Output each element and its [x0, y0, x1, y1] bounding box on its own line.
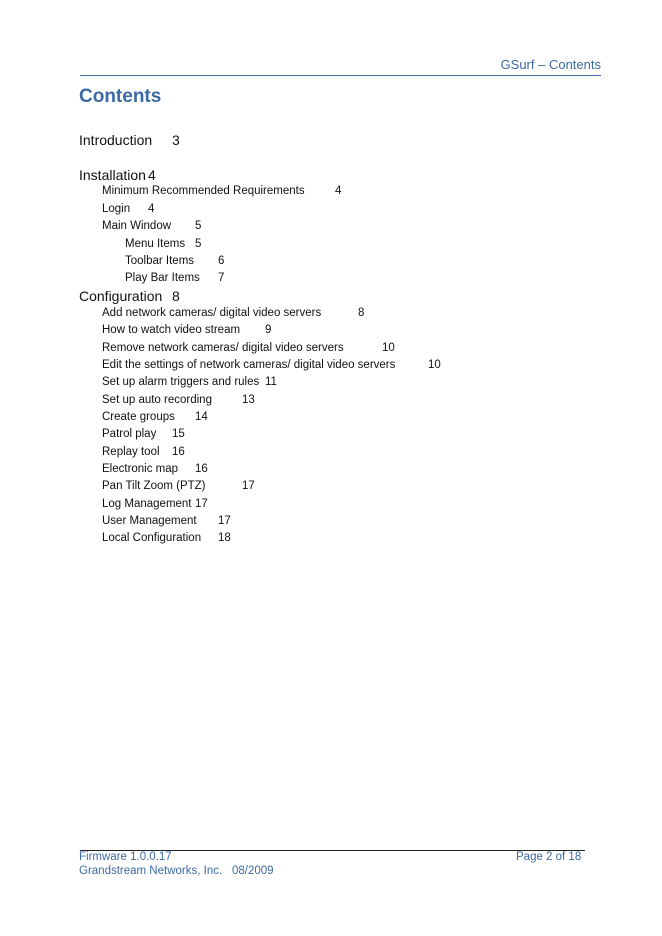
- toc-entry-page: 11: [265, 376, 277, 388]
- toc-entry-label: Main Window: [102, 220, 172, 232]
- toc-entry-page: 4: [148, 167, 156, 183]
- toc-entry-label: Login: [102, 203, 131, 215]
- toc-entry-label: Create groups: [102, 411, 175, 423]
- toc-entry-introduction[interactable]: [79, 132, 152, 148]
- toc-entry-page: 5: [195, 238, 202, 250]
- toc-entry-label: Log Management: [102, 498, 192, 510]
- toc-entry-page: 9: [265, 324, 272, 336]
- toc-entry-label: Toolbar Items: [125, 255, 195, 267]
- toc-entry-play-bar-items[interactable]: [125, 272, 200, 284]
- toc-entry-label: Set up auto recording: [102, 394, 212, 406]
- toc-entry-ptz[interactable]: [102, 480, 206, 492]
- toc-entry-label: User Management: [102, 515, 197, 527]
- toc-entry-patrol-play[interactable]: [102, 428, 156, 440]
- toc-entry-page: 17: [195, 498, 208, 510]
- toc-entry-page: 8: [358, 307, 365, 319]
- toc-entry-label: Play Bar Items: [125, 272, 200, 284]
- toc-entry-label: Electronic map: [102, 463, 179, 475]
- toc-entry-label: How to watch video stream: [102, 324, 241, 336]
- toc-entry-label: Remove network cameras/ digital video servers: [102, 342, 344, 354]
- toc-entry-page: 13: [242, 394, 255, 406]
- toc-entry-menu-items[interactable]: [125, 238, 185, 250]
- toc-entry-page: 15: [172, 428, 185, 440]
- toc-entry-label: Menu Items: [125, 238, 186, 250]
- toc-entry-page: 16: [195, 463, 208, 475]
- toc-entry-label: Introduction: [79, 132, 153, 148]
- toc-entry-label: Patrol play: [102, 428, 157, 440]
- toc-entry-create-groups[interactable]: [102, 411, 175, 423]
- footer-date: 08/2009: [232, 865, 274, 877]
- toc-entry-alarm-triggers[interactable]: [102, 376, 259, 388]
- toc-entry-user-management[interactable]: [102, 515, 197, 527]
- toc-entry-page: 5: [195, 220, 202, 232]
- toc-entry-page: 10: [428, 359, 441, 371]
- toc-entry-electronic-map[interactable]: [102, 463, 178, 475]
- toc-entry-login[interactable]: [102, 203, 130, 215]
- toc-entry-page: 4: [148, 203, 155, 215]
- toc-entry-label: Local Configuration: [102, 532, 202, 544]
- toc-entry-installation[interactable]: [79, 167, 146, 183]
- toc-entry-page: 3: [172, 132, 180, 148]
- toc-entry-label: Installation: [79, 167, 146, 183]
- toc-entry-page: 7: [218, 272, 225, 284]
- toc-entry-label: Add network cameras/ digital video servers: [102, 307, 322, 319]
- toc-entry-main-window[interactable]: [102, 220, 171, 232]
- toc-entry-replay-tool[interactable]: [102, 446, 160, 458]
- running-header: GSurf – Contents: [500, 57, 601, 72]
- footer-firmware: Firmware 1.0.0.17: [79, 851, 172, 863]
- page-title: Contents: [79, 86, 162, 107]
- toc-entry-watch-video[interactable]: [102, 324, 240, 336]
- toc-entry-label: Configuration: [79, 288, 163, 304]
- toc-entry-minimum-requirements[interactable]: [102, 185, 305, 197]
- toc-entry-page: 18: [218, 532, 231, 544]
- toc-entry-page: 8: [172, 288, 180, 304]
- toc-entry-add-cameras[interactable]: [102, 307, 321, 319]
- toc-entry-page: 14: [195, 411, 208, 423]
- toc-entry-edit-settings[interactable]: [102, 359, 395, 371]
- footer-page-number: Page 2 of 18: [516, 851, 582, 863]
- toc-entry-label: Edit the settings of network cameras/ digital video servers: [102, 359, 396, 371]
- header-rule: [80, 75, 601, 76]
- toc-entry-page: 6: [218, 255, 225, 267]
- footer-company: Grandstream Networks, Inc.: [79, 865, 223, 877]
- toc-entry-log-management[interactable]: [102, 498, 192, 510]
- toc-entry-label: Set up alarm triggers and rules: [102, 376, 260, 388]
- toc-entry-page: 16: [172, 446, 185, 458]
- toc-entry-label: Minimum Recommended Requirements: [102, 185, 305, 197]
- toc-entry-auto-recording[interactable]: [102, 394, 212, 406]
- toc-entry-configuration[interactable]: [79, 288, 162, 304]
- toc-entry-label: Pan Tilt Zoom (PTZ): [102, 480, 206, 492]
- toc-entry-page: 4: [335, 185, 342, 197]
- toc-entry-label: Replay tool: [102, 446, 160, 458]
- toc-entry-page: 17: [242, 480, 255, 492]
- toc-entry-page: 17: [218, 515, 231, 527]
- toc-entry-page: 10: [382, 342, 395, 354]
- toc-entry-local-configuration[interactable]: [102, 532, 201, 544]
- toc-entry-remove-cameras[interactable]: [102, 342, 344, 354]
- toc-entry-toolbar-items[interactable]: [125, 255, 194, 267]
